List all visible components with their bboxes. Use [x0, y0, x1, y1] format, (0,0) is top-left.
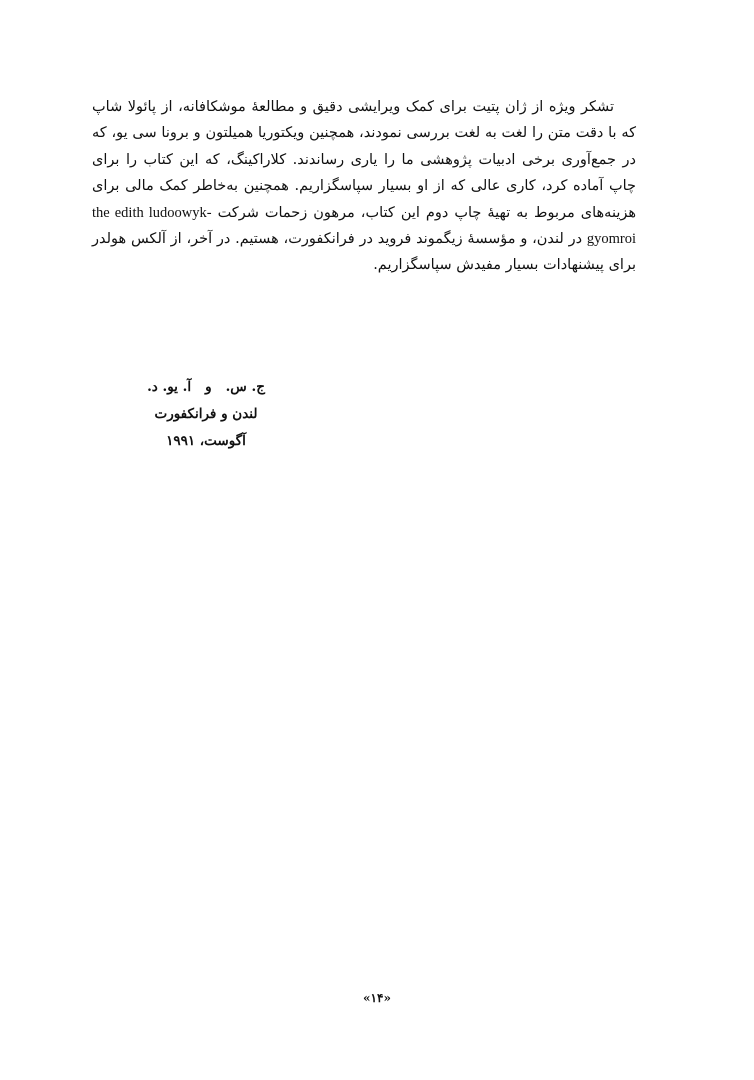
- signature-initials-1: ج. س.: [225, 379, 265, 395]
- acknowledgement-paragraph: [92, 94, 636, 279]
- paragraph-part-2: در لندن، و مؤسسهٔ زیگموند فروید در فرانکفورت، هستیم. در آخر، از آلکس هولدر برای پیشنهادات بسیار مفیدش سپاسگزاریم.: [92, 231, 636, 274]
- signature-initials-2: آ. یو. د.: [147, 379, 192, 395]
- signature-place: لندن و فرانکفورت: [154, 406, 258, 422]
- acknowledgement-text: [92, 94, 636, 279]
- signature-date: آگوست، ۱۹۹۱: [166, 433, 246, 449]
- company-name: the edith ludoowyk-gyomroi: [92, 204, 636, 248]
- signature-block: [126, 374, 286, 455]
- signature-conjunction: و: [205, 379, 212, 395]
- page-number: «۱۴»: [363, 991, 391, 1005]
- signature-initials-row: [126, 374, 286, 401]
- paragraph-part-1: تشکر ویژه از ژان پتیت برای کمک ویرایشی دقیق و مطالعهٔ موشکافانه، از پائولا شاپ که با دقت متن را لغت به لغت بررسی نمودند، همچنین ویکتوریا همیلتون و برونا سی یو، که در جمع‌آوری برخی ادبیات پژوهشی ما را یاری رساندند. کلاراکینگ، که این کتاب را برای چاپ آماده کرد، کاری عالی که از او بسیار سپاسگزاریم. همچنین به‌خاطر کمک مالی برای هزینه‌های مربوط به تهیهٔ چاپ دوم این کتاب، مرهون زحمات شرکت: [92, 99, 636, 221]
